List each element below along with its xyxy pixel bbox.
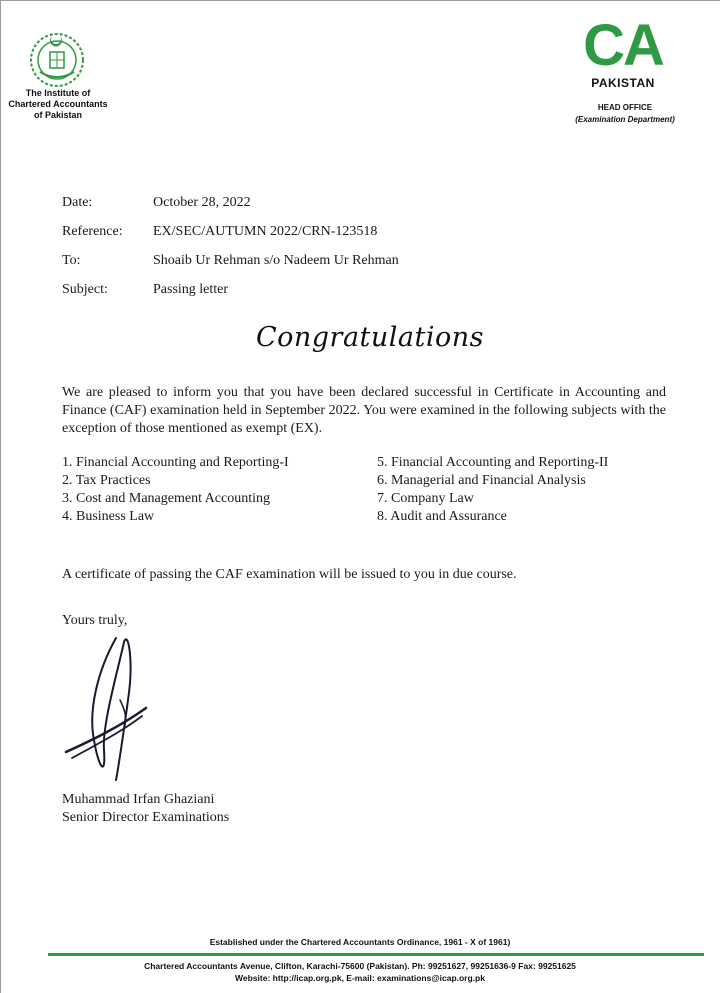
- reference-label: Reference:: [62, 224, 123, 239]
- subject-value: Passing letter: [153, 282, 229, 297]
- institute-name-line: of Pakistan: [33, 110, 82, 120]
- footer-address: Chartered Accountants Avenue, Clifton, Karachi-75600 (Pakistan). Ph: 99251627, 99251636-9 Fax: 99251625: [144, 961, 576, 971]
- subject-item: 5. Financial Accounting and Reporting-II: [377, 455, 609, 470]
- footer-contact: [0, 960, 720, 984]
- department-label: (Examination Department): [575, 115, 675, 124]
- handwritten-signature: [58, 630, 168, 790]
- letter-title: Congratulations: [255, 322, 485, 353]
- signatory-name: Muhammad Irfan Ghaziani: [62, 792, 215, 807]
- footer-divider: [48, 953, 704, 956]
- to-value: Shoaib Ur Rehman s/o Nadeem Ur Rehman: [153, 253, 399, 268]
- institute-name: [0, 88, 116, 121]
- closing-salutation: Yours truly,: [62, 613, 128, 628]
- subject-item: 7. Company Law: [377, 491, 474, 506]
- date-value: October 28, 2022: [153, 195, 251, 210]
- certificate-statement: A certificate of passing the CAF examination will be issued to you in due course.: [62, 567, 517, 582]
- subject-item: 8. Audit and Assurance: [377, 509, 507, 524]
- footer-web-email: Website: http://icap.org.pk, E-mail: examinations@icap.org.pk: [235, 973, 485, 983]
- subject-item: 6. Managerial and Financial Analysis: [377, 473, 586, 488]
- to-label: To:: [62, 253, 81, 268]
- head-office-label: HEAD OFFICE: [597, 103, 653, 112]
- subject-item: 1. Financial Accounting and Reporting-I: [62, 455, 289, 470]
- icap-emblem-logo: [28, 30, 86, 88]
- subject-label: Subject:: [62, 282, 108, 297]
- footer-established: Established under the Chartered Accountants Ordinance, 1961 - X of 1961): [209, 937, 511, 947]
- institute-name-line: The Institute of: [25, 88, 91, 98]
- reference-value: EX/SEC/AUTUMN 2022/CRN-123518: [153, 224, 378, 239]
- ca-logo-country: PAKISTAN: [591, 76, 655, 90]
- body-paragraph: We are pleased to inform you that you have been declared successful in Certificate in Accounting and Finance (CAF) examination held in September 2022. You were examined in the following subjects with the exception of those mentioned as exempt (EX).: [62, 385, 666, 436]
- subject-item: 2. Tax Practices: [62, 473, 151, 488]
- institute-name-line: Chartered Accountants: [8, 99, 108, 109]
- ca-logo-mark: CA: [583, 13, 663, 78]
- subject-item: 3. Cost and Management Accounting: [62, 491, 271, 506]
- signatory-title: Senior Director Examinations: [62, 810, 230, 825]
- subject-item: 4. Business Law: [62, 509, 155, 524]
- date-label: Date:: [62, 195, 93, 210]
